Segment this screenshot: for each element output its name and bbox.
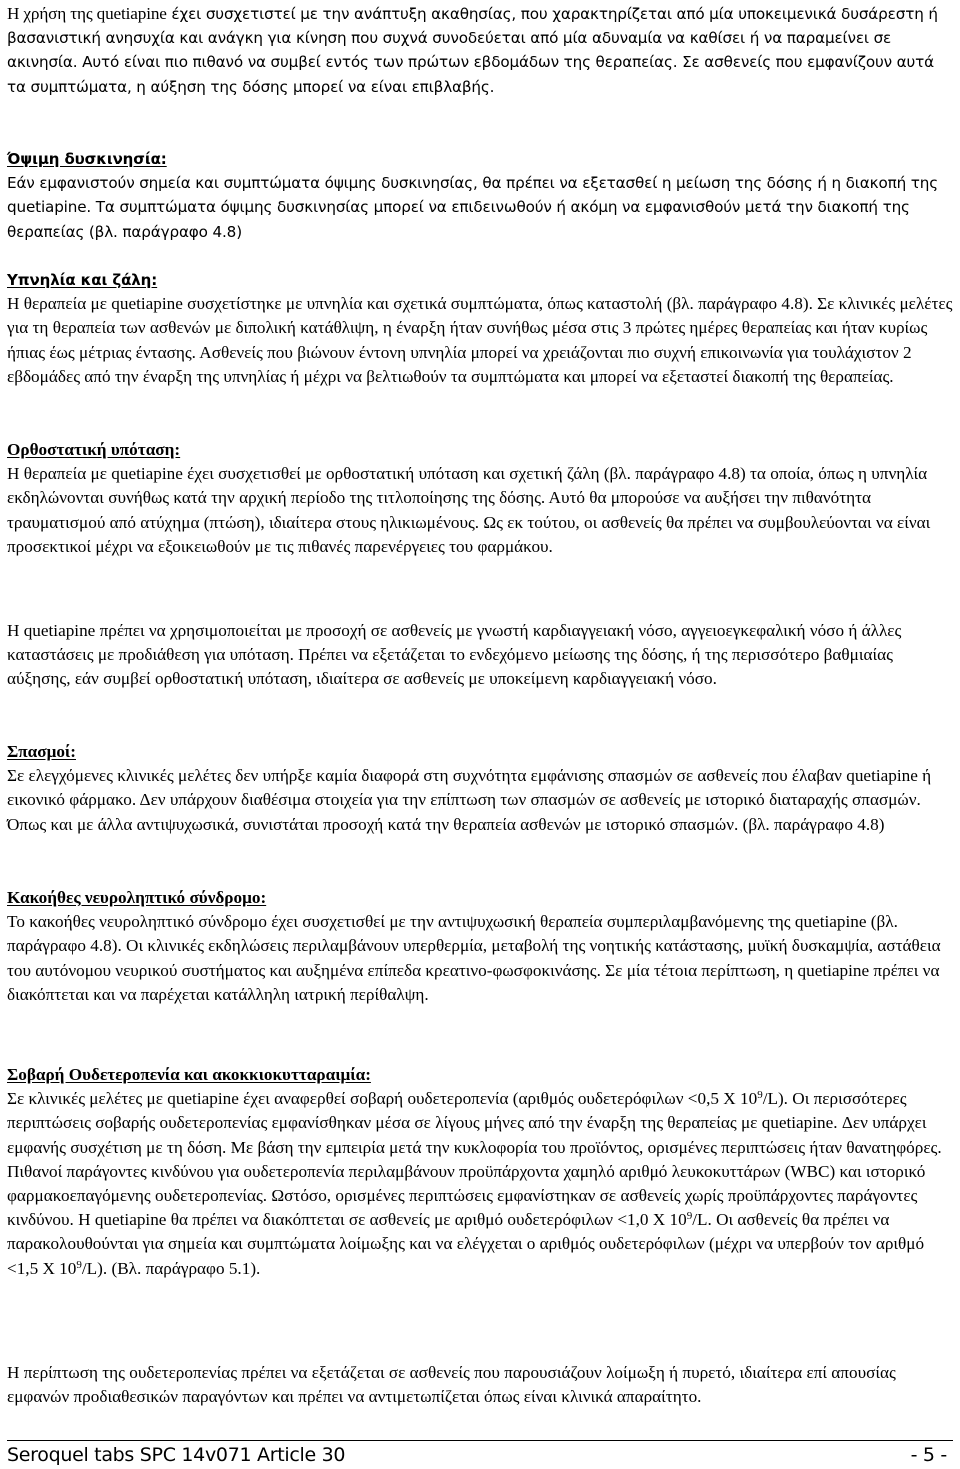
section-text: Η θεραπεία με quetiapine έχει συσχετισθεί με ορθοστατική υπόταση και σχετική ζάλη (βλ. παράγραφο 4.8) τα οποία, όπως η υπνηλία εκδηλώνονται συνήθως κατά την αρχική περίοδο της τιτλοποίησης της δόσης. Αυτό θα μπορούσε να αυξήσει την πιθανότητα τραυματισμού από ατύχημα (πτώση), ιδιαίτερα στους ηλικιωμένους. Ως εκ τούτου, οι ασθενείς θα πρέπει να συμβουλεύονται να είναι προσεκτικοί μέχρι να εξοικειωθούν με τις πιθανές παρενέργειες του φαρμάκου. xyxy=(7,464,931,556)
intro-text-2: Αυτό είναι πιο πιθανό να συμβεί εντός των πρώτων εβδομάδων της θεραπείας. Σε ασθενείς που εμφανίζουν αυτά τα συμπτώματα, η αύξηση της δόσης μπορεί να είναι επιβλαβής. xyxy=(7,53,934,96)
superscript: 9 xyxy=(76,1258,82,1271)
section-text xyxy=(7,1087,953,1281)
text-part: /L). Οι περισσότερες περιπτώσεις σοβαρής ουδετεροπενίας εμφανίσθηκαν μέσα σε λίγους μήνες από την έναρξη της θεραπείας με quetiapine. Δεν υπάρχει εμφανής συσχέτιση με τη δόση. Με βάση την εμπειρία μετά την κυκλοφορία του προϊόντος, ορισμένες περιπτώσεις ήταν θανατηφόρες. Πιθανοί παράγοντες κινδύνου για ουδετεροπενία περιλαμβάνουν προϋπάρχοντα χαμηλό αριθμό λευκοκυττάρων (WBC) και ιστορικό φαρμακοεπαγόμενης ουδετεροπενίας. Ωστόσο, ορισμένες περιπτώσεις εμφανίστηκαν σε ασθενείς χωρίς προϋπάρχοντες παράγοντες κινδύνου. Η quetiapine θα πρέπει να διακόπτεται σε ασθενείς με αριθμό ουδετερόφιλων <1,0 X 10 xyxy=(7,1089,942,1230)
text-part: /L). (Βλ. παράγραφο 5.1). xyxy=(81,1258,261,1278)
page-footer xyxy=(7,1440,953,1466)
text-part: Σε κλινικές μελέτες με quetiapine έχει αναφερθεί σοβαρή ουδετεροπενία (αριθμός ουδετερόφιλων <0,5 X 10 xyxy=(7,1089,758,1109)
intro-paragraph xyxy=(7,2,953,99)
section-heading: Σοβαρή Ουδετεροπενία και ακοκκιοκυτταραιμία: xyxy=(7,1065,371,1084)
section-heading: Υπνηλία και ζάλη: xyxy=(7,271,158,289)
section-heading: Όψιμη δυσκινησία: xyxy=(7,150,167,168)
orthostatic-paragraph-2: Η quetiapine πρέπει να χρησιμοποιείται με προσοχή σε ασθενείς με γνωστή καρδιαγγειακή νόσο, αγγειοεγκεφαλική νόσο ή άλλες καταστάσεις με προδιάθεση για υπόταση. Πρέπει να εξετάζεται το ενδεχόμενο μείωσης της δόσης, ή της περισσότερο βαθμιαίας αύξησης, εάν συμβεί ορθοστατική υπόταση, ιδιαίτερα σε ασθενείς με υποκείμενη καρδιαγγειακή νόσο. xyxy=(7,621,902,689)
superscript: 9 xyxy=(686,1210,693,1223)
section-heading: Κακοήθες νευροληπτικό σύνδρομο: xyxy=(7,888,267,907)
text-part: /L. Οι ασθενείς θα πρέπει να παρακολουθούνται για σημεία και συμπτώματα λοίμωξης και να ελέγχεται ο αριθμός ουδετερόφιλων (μέχρι να υπερβούν τον αριθμό <1,5 X 10 xyxy=(7,1210,925,1278)
section-text: Εάν εμφανιστούν σημεία και συμπτώματα όψιμης δυσκινησίας, θα πρέπει να εξετασθεί η μείωση της δόσης ή η διακοπή της quetiapine. Τα συμπτώματα όψιμης δυσκινησίας μπορεί να επιδεινωθούν ή ακόμη να εμφανισθούν μετά την διακοπή της θεραπείας (βλ. παράγραφο 4.8) xyxy=(7,174,938,241)
footer-document-id: Seroquel tabs SPC 14v071 Article 30 xyxy=(7,1444,346,1466)
intro-text: έχει συσχετιστεί με την ανάπτυξη ακαθησίας, που χαρακτηρίζεται από μία υποκειμενικά δυσάρεστη ή βασανιστική ανησυχία και ανάγκη για κίνηση που συχνά συνοδεύεται από μία αδυναμία να καθίσει ή να παραμείνει σε ακινησία. xyxy=(7,5,938,72)
section-text: Το κακοήθες νευροληπτικό σύνδρομο έχει συσχετισθεί με την αντιψυχωσική θεραπεία συμπεριλαμβανόμενης της quetiapine (βλ. παράγραφο 4.8). Οι κλινικές εκδηλώσεις περιλαμβάνουν υπερθερμία, μεταβολή της νοητικής κατάστασης, μυϊκή δυσκαμψία, αστάθεια του αυτόνομου νευρικού συστήματος και αυξημένα επίπεδα κρεατινο-φωσφοκινάσης. Σε μία τέτοια περίπτωση, η quetiapine πρέπει να διακόπτεται και να παρέχεται κατάλληλη ιατρική περίθαλψη. xyxy=(7,912,941,1004)
section-orthostatic-hypotension xyxy=(7,438,953,559)
section-heading: Ορθοστατική υπόταση: xyxy=(7,440,181,459)
section-somnolence xyxy=(7,268,953,389)
section-tardive-dyskinesia xyxy=(7,147,953,244)
section-neutropenia xyxy=(7,1063,953,1281)
section-text: Η θεραπεία με quetiapine συσχετίστηκε με υπνηλία και σχετικά συμπτώματα, όπως καταστολή (βλ. παράγραφο 4.8). Σε κλινικές μελέτες για τη θεραπεία των ασθενών με διπολική κατάθλιψη, η έναρξη ήταν συνήθως μέσα στις 3 πρώτες ημέρες θεραπείας και ήταν κυρίως ήπιας έως μέτριας έντασης. Ασθενείς που βιώνουν έντονη υπνηλία μπορεί να χρειάζονται πιο συχνή επικοινωνία για τουλάχιστον 2 εβδομάδες από την έναρξη της υπνηλίας ή μέχρι να βελτιωθούν τα συμπτώματα και μπορεί να εξεταστεί διακοπή της θεραπείας. xyxy=(7,294,953,386)
section-nms xyxy=(7,886,953,1007)
intro-lead: Η χρήση της quetiapine xyxy=(7,4,167,23)
section-heading: Σπασμοί: xyxy=(7,742,76,761)
section-text: Σε ελεγχόμενες κλινικές μελέτες δεν υπήρξε καμία διαφορά στη συχνότητα εμφάνισης σπασμών σε ασθενείς που έλαβαν quetiapine ή εικονικό φάρμακο. Δεν υπάρχουν διαθέσιμα στοιχεία για την επίπτωση των σπασμών σε ασθενείς με ιστορικό διαταραχής σπασμών. Όπως και με άλλα αντιψυχωσικά, συνιστάται προσοχή κατά την θεραπεία ασθενών με ιστορικό σπασμών. (βλ. παράγραφο 4.8) xyxy=(7,766,932,834)
footer-page-number: - 5 - xyxy=(910,1444,947,1466)
neutropenia-paragraph-2: Η περίπτωση της ουδετεροπενίας πρέπει να εξετάζεται σε ασθενείς που παρουσιάζουν λοίμωξη ή πυρετό, ιδιαίτερα επί απουσίας εμφανών προδιαθεσικών παραγόντων και πρέπει να αντιμετωπίζεται όπως είναι κλινικά απαραίτητο. xyxy=(7,1363,896,1407)
section-seizures xyxy=(7,740,953,837)
superscript: 9 xyxy=(757,1089,763,1102)
